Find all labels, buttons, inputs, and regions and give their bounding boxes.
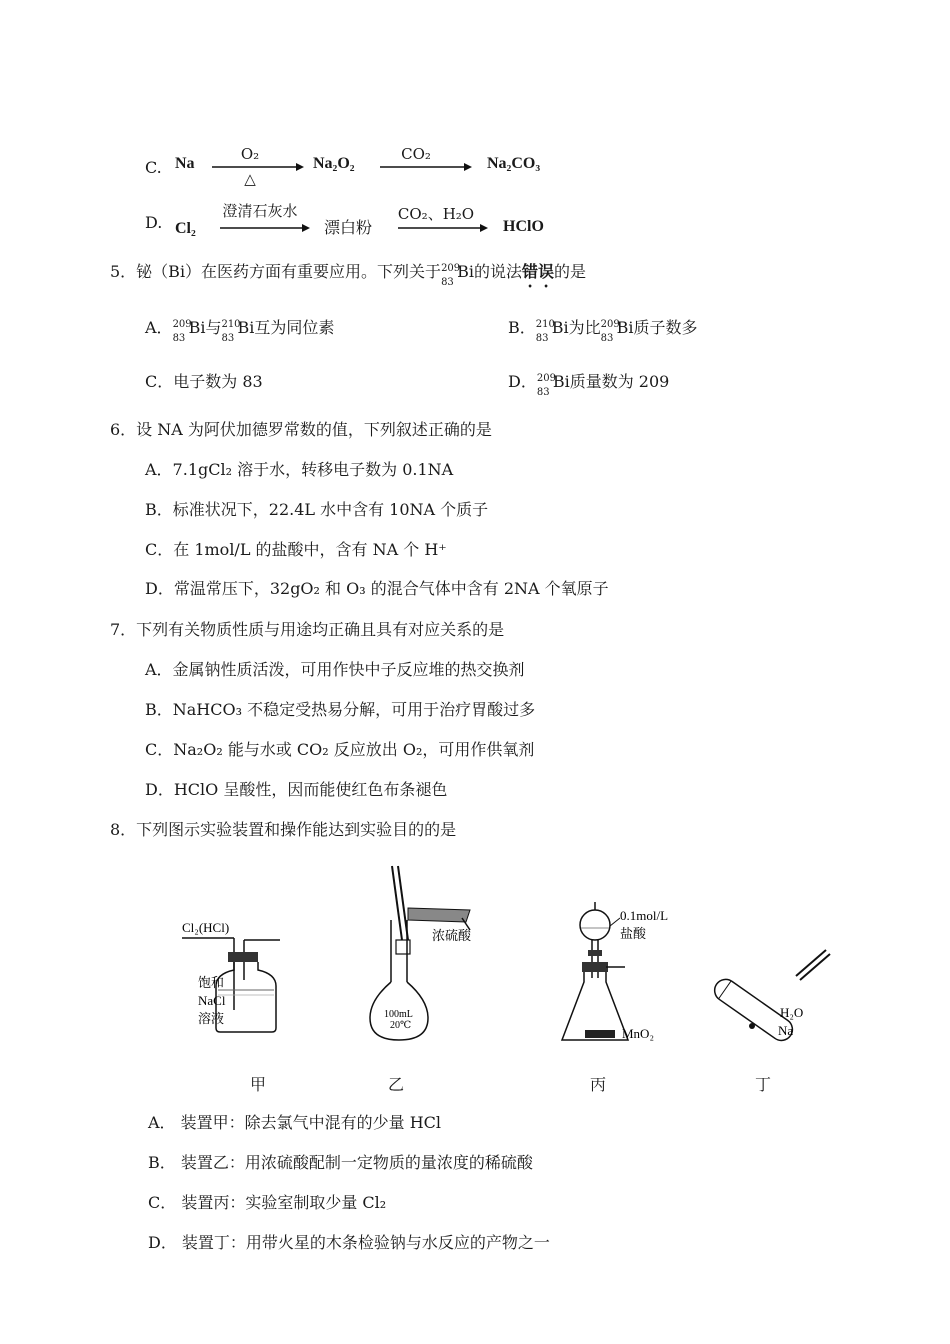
element: Bi	[551, 318, 569, 337]
element: Bi	[188, 318, 206, 337]
option-label: C．	[145, 372, 174, 391]
concentration-label: 0.1mol/L	[620, 908, 669, 923]
reaction-arrow	[220, 223, 310, 233]
q6-option-a: A．7.1gCl₂ 溶于水，转移电子数为 0.1NA	[145, 460, 454, 479]
q7-option-b: B．NaHCO₃ 不稳定受热易分解，可用于治疗胃酸过多	[145, 700, 536, 719]
reaction-arrow	[380, 162, 472, 172]
option-label: D．	[508, 372, 537, 391]
apparatus-ding	[710, 950, 830, 1045]
q6-stem: 6．设 NA 为阿伏加德罗常数的值，下列叙述正确的是	[110, 420, 492, 439]
q5-prefix: 5．铋（Bi）在医药方面有重要应用。下列关于	[110, 262, 442, 281]
option-label: C.	[145, 158, 162, 177]
caption-yi: 乙	[388, 1075, 405, 1094]
flask-volume: 100mL	[384, 1009, 413, 1020]
acid-label: 盐酸	[620, 926, 647, 941]
emphasis-wrong: 错误	[521, 262, 554, 281]
q5-stem	[110, 262, 586, 291]
reactant: Na	[175, 155, 195, 172]
q8-option-c: C． 装置丙：实验室制取少量 Cl₂	[148, 1193, 387, 1212]
product: Na₂CO₃	[487, 155, 541, 172]
apparatus-figures	[170, 860, 850, 1050]
intermediate: 漂白粉	[324, 218, 373, 237]
q7-stem: 7．下列有关物质性质与用途均正确且具有对应关系的是	[110, 620, 505, 639]
connector: 为比	[568, 318, 601, 337]
q7-option-c: C．Na₂O₂ 能与水或 CO₂ 反应放出 O₂，可用作供氧剂	[145, 740, 535, 759]
element: Bi	[457, 262, 474, 281]
option-label: D.	[145, 213, 163, 232]
isotope: 209 83	[441, 262, 461, 288]
reactant: Cl₂	[175, 220, 196, 237]
q6-option-c: C．在 1mol/L 的盐酸中，含有 NA 个 H⁺	[145, 540, 447, 559]
q5-option-c	[145, 372, 263, 392]
heat-symbol: △	[244, 170, 256, 188]
intermediate: Na₂O₂	[313, 155, 355, 172]
q6-option-b: B．标准状况下，22.4L 水中含有 10NA 个质子	[145, 500, 489, 519]
q8-option-b: B． 装置乙：用浓硫酸配制一定物质的量浓度的稀硫酸	[148, 1153, 533, 1172]
solution-label: 饱和	[198, 975, 225, 990]
q5-suffix-end: 的是	[553, 262, 586, 281]
element: Bi	[616, 318, 634, 337]
flask-temp: 20℃	[390, 1020, 412, 1031]
q5-suffix: 的说法	[473, 262, 522, 281]
option-text: 互为同位素	[254, 318, 335, 337]
arrow-condition: 澄清石灰水	[222, 202, 298, 220]
element: Bi	[552, 372, 570, 391]
option-label: A．	[145, 318, 173, 337]
q7-option-d: D．HClO 呈酸性，因而能使红色布条褪色	[145, 780, 448, 799]
acid-label: 浓硫酸	[432, 928, 472, 943]
caption-bing: 丙	[590, 1075, 607, 1094]
product: HClO	[503, 218, 544, 235]
caption-ding: 丁	[755, 1075, 772, 1094]
q7-option-a: A．金属钠性质活泼，可用作快中子反应堆的热交换剂	[145, 660, 525, 679]
q6-option-d: D．常温常压下，32gO₂ 和 O₃ 的混合气体中含有 2NA 个氧原子	[145, 579, 609, 598]
apparatus-yi	[370, 866, 472, 1040]
option-text: 电子数为 83	[173, 372, 263, 391]
q5-option-b: B． 210 83 Bi为比 209 83 Bi质子数多	[508, 318, 698, 344]
q5-option-a: A． 209 83 Bi与 210 83 Bi互为同位素	[145, 318, 335, 344]
q8-stem: 8．下列图示实验装置和操作能达到实验目的的是	[110, 820, 457, 839]
arrow-condition: CO₂、H₂O	[397, 205, 475, 223]
element: Bi	[237, 318, 255, 337]
water-label: H₂O	[780, 1005, 804, 1020]
gas-label: Cl₂(HCl)	[182, 920, 230, 935]
metal-label: Na	[778, 1023, 794, 1038]
q8-option-d: D． 装置丁：用带火星的木条检验钠与水反应的产物之一	[148, 1233, 550, 1252]
option-text: 质量数为 209	[569, 372, 670, 391]
solution-label: NaCl	[198, 993, 226, 1008]
q8-option-a: A． 装置甲：除去氯气中混有的少量 HCl	[148, 1113, 442, 1132]
caption-jia: 甲	[250, 1075, 267, 1094]
option-text: 质子数多	[633, 318, 698, 337]
connector: 与	[205, 318, 222, 337]
apparatus-jia	[182, 920, 280, 1032]
apparatus-bing	[562, 902, 668, 1041]
solution-label: 溶液	[198, 1011, 225, 1026]
q5-option-d: D． 209 83 Bi质量数为 209	[508, 372, 670, 398]
solid-label: MnO₂	[622, 1026, 654, 1041]
arrow-condition: CO₂	[401, 145, 431, 163]
arrow-condition: O₂	[240, 145, 260, 163]
reaction-arrow	[398, 223, 488, 233]
option-label: B．	[508, 318, 536, 337]
